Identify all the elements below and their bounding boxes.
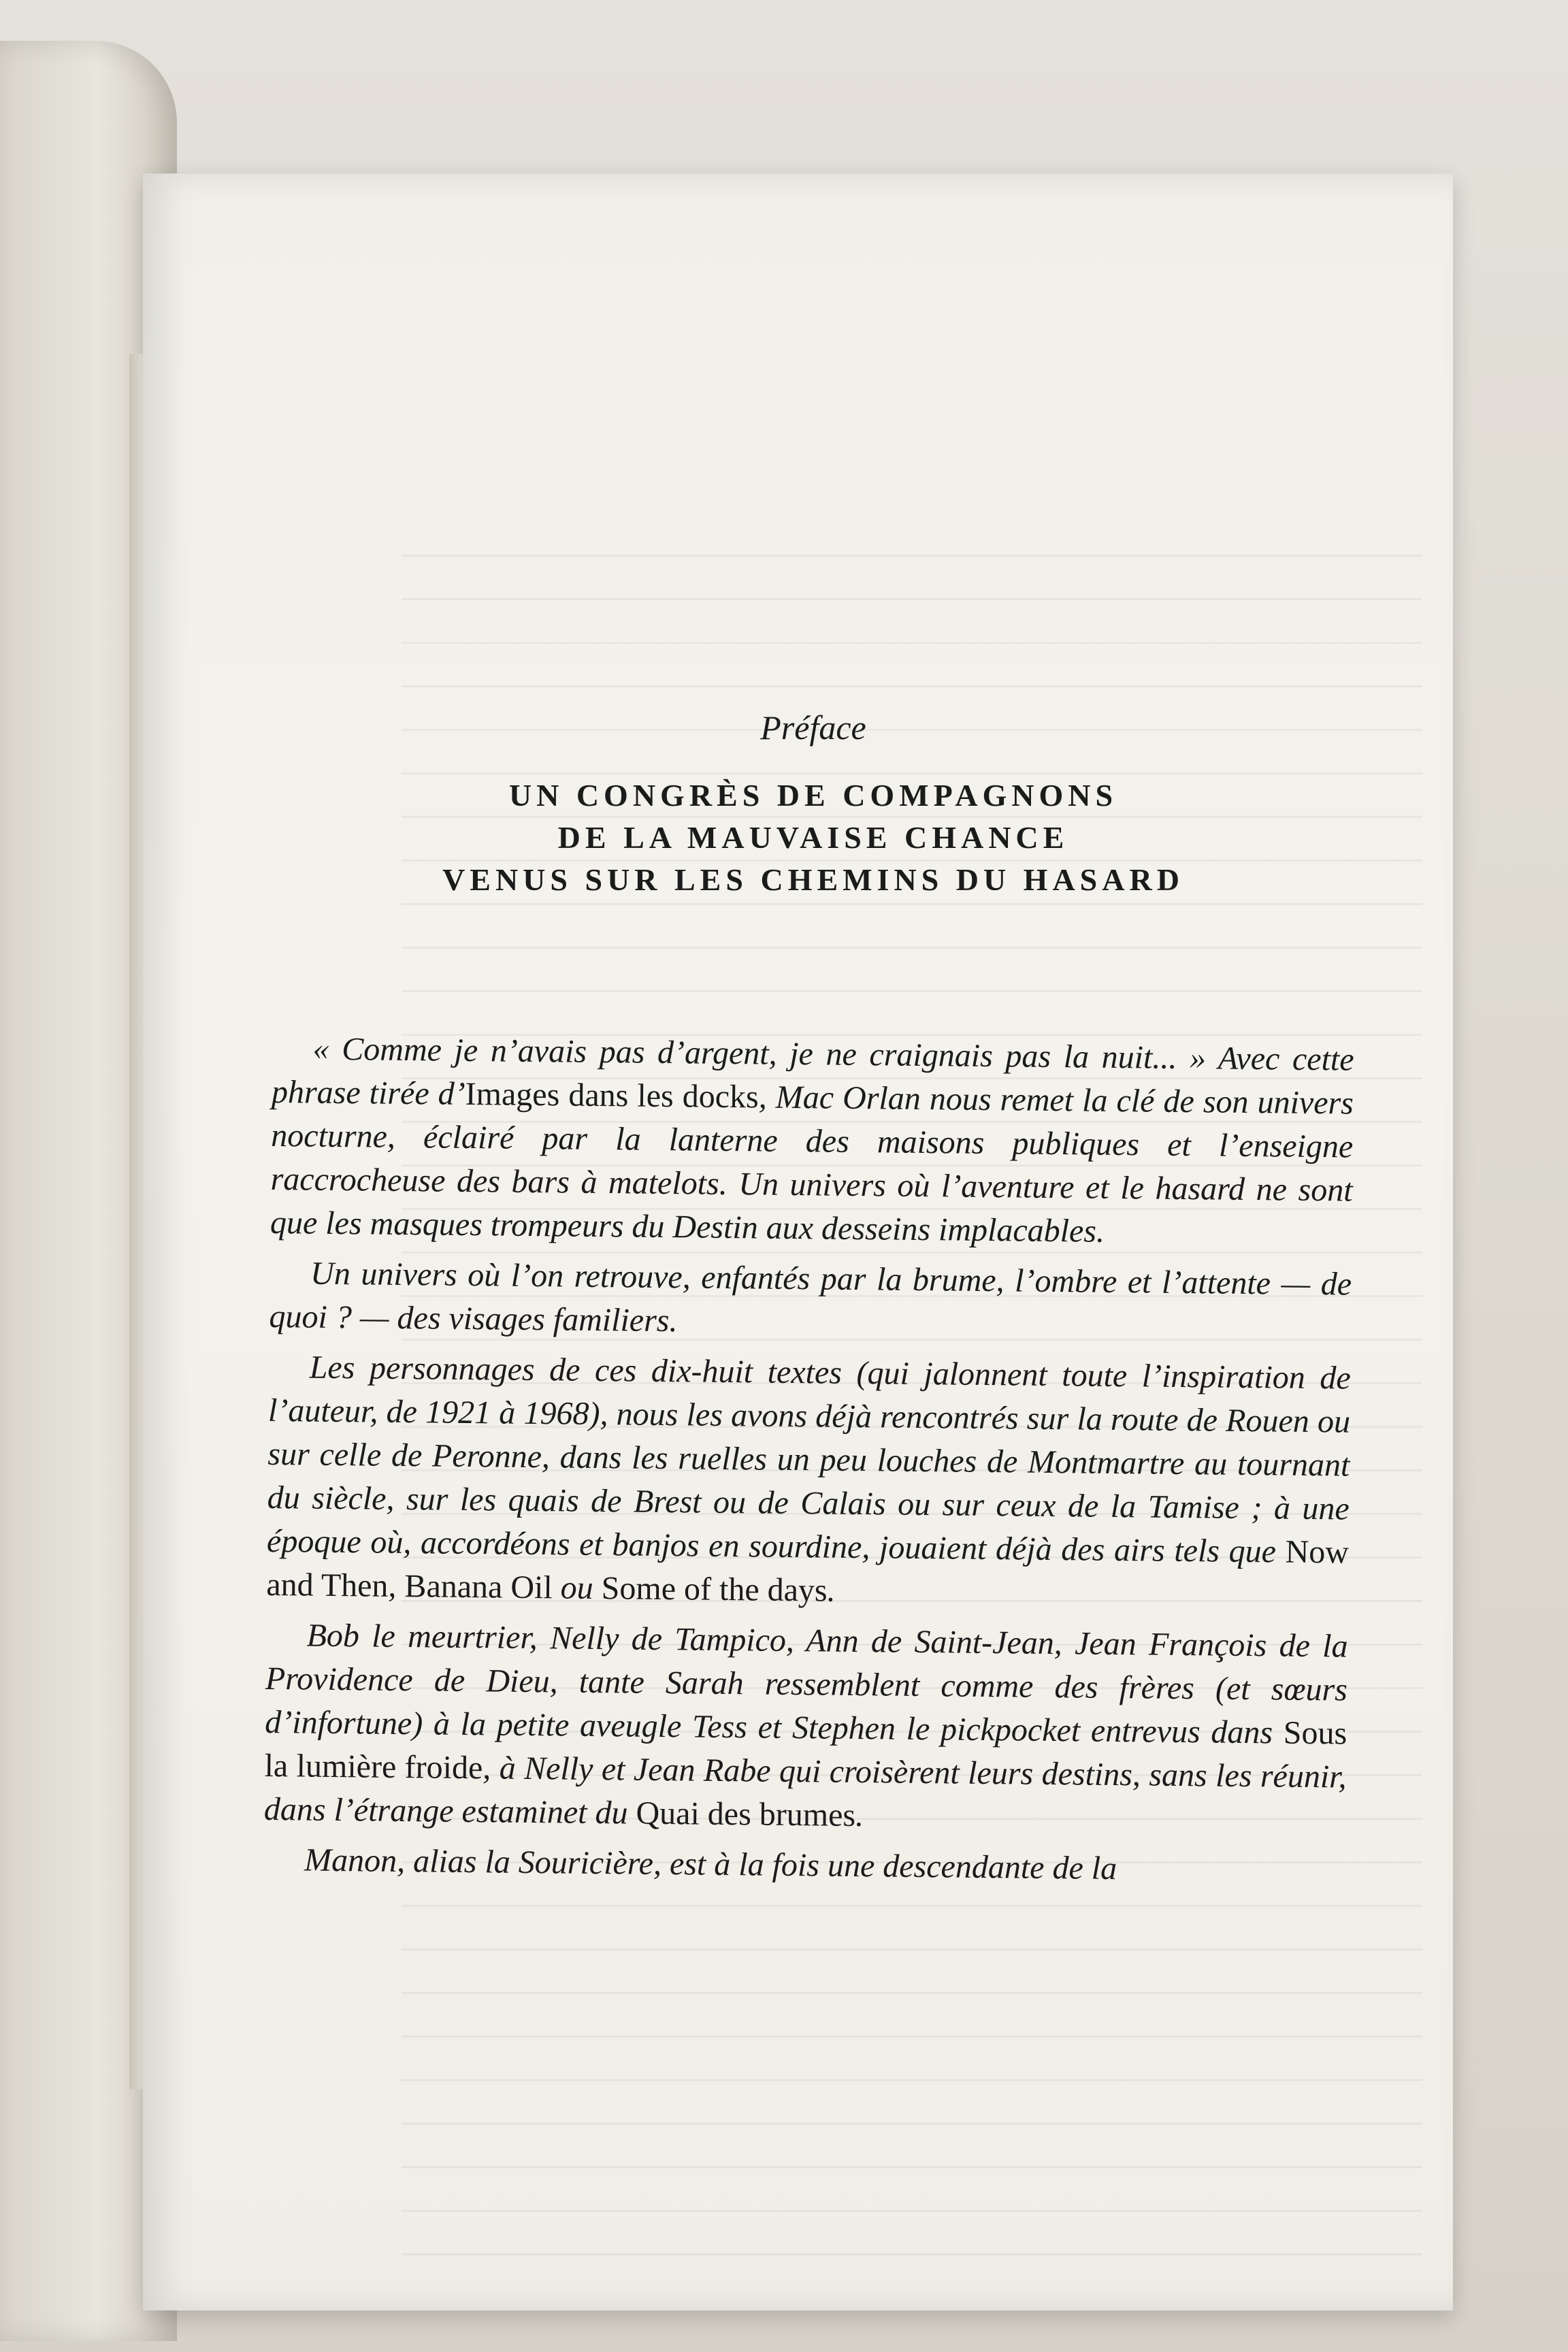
title-line: VENUS SUR LES CHEMINS DU HASARD bbox=[442, 862, 1184, 897]
paragraph bbox=[264, 1614, 1348, 1843]
paragraph bbox=[266, 1345, 1351, 1618]
paragraph-text: , Mac Orlan nous remet la clé de son univers nocturne, éclairé par la lanterne des maisons publiques et l’enseigne raccrocheuse des bars à matelots. Un univers où l’aventure et le hasard ne sont que les masques trompeurs du Destin aux desseins implacables. bbox=[270, 1079, 1354, 1250]
cited-title: Now and Then bbox=[266, 1533, 1350, 1604]
paragraph-text: « Comme je n’avais pas d’argent, je ne craignais pas la nuit... » bbox=[312, 1030, 1207, 1077]
cited-title: Sous la lumière froide bbox=[264, 1714, 1348, 1786]
paragraph-text: Les personnages de ces dix-huit textes (qui jalonnent toute l’inspiration de l’auteur, de 1921 à 1968), nous les avons déjà rencontrés sur la route de Rouen ou sur celle de Peronne, dans les ruelles un peu louches de Montmartre au tournant du siècle, sur les quais de Brest ou de Calais ou sur ceux de la Tamise ; à une époque où, accordéons et banjos en sourdine, jouaient déjà des airs tels que bbox=[266, 1349, 1351, 1570]
cited-title: Banana Oil bbox=[404, 1568, 553, 1606]
paragraph-text: , à Nelly et Jean Rabe qui croisèrent leurs destins, sans les réunir, dans l’étrange estaminet du bbox=[263, 1750, 1347, 1831]
paragraph-text: . bbox=[855, 1797, 864, 1834]
chapter-title bbox=[272, 774, 1354, 901]
body-text bbox=[263, 1027, 1354, 1893]
cited-title: Some of the days bbox=[601, 1570, 828, 1609]
paragraph-text: Un univers où l’on retrouve, enfantés par la brume, l’ombre et l’attente — de quoi ? — des visages familiers. bbox=[269, 1255, 1352, 1339]
paragraph bbox=[270, 1027, 1354, 1256]
paragraph bbox=[269, 1252, 1352, 1350]
paragraph-text: , bbox=[388, 1567, 405, 1605]
title-line: UN CONGRÈS DE COMPAGNONS bbox=[508, 778, 1118, 813]
cited-title: Quai des brumes bbox=[636, 1795, 856, 1834]
paragraph-text: . bbox=[827, 1572, 836, 1609]
paragraph-text: Manon, alias la Souricière, est à la fois une descendante de la bbox=[304, 1842, 1117, 1887]
paragraph-text: ou bbox=[552, 1569, 602, 1607]
page-text-block bbox=[263, 527, 1354, 1889]
paragraph-text: Avec cette phrase tirée d’ bbox=[271, 1040, 1354, 1112]
title-line: DE LA MAUVAISE CHANCE bbox=[557, 820, 1069, 855]
paragraph bbox=[263, 1838, 1346, 1893]
book-page bbox=[143, 174, 1453, 2310]
section-label: Préface bbox=[760, 708, 866, 747]
paragraph-text: Bob le meurtrier, Nelly de Tampico, Ann de Saint-Jean, Jean François de la Providence de Dieu, tante Sarah ressemblent comme des frères (et sœurs d’infortune) à la petite aveugle Tess et Stephen le pickpocket entrevus dans bbox=[265, 1617, 1348, 1751]
cited-title: Images dans les docks bbox=[465, 1075, 760, 1115]
